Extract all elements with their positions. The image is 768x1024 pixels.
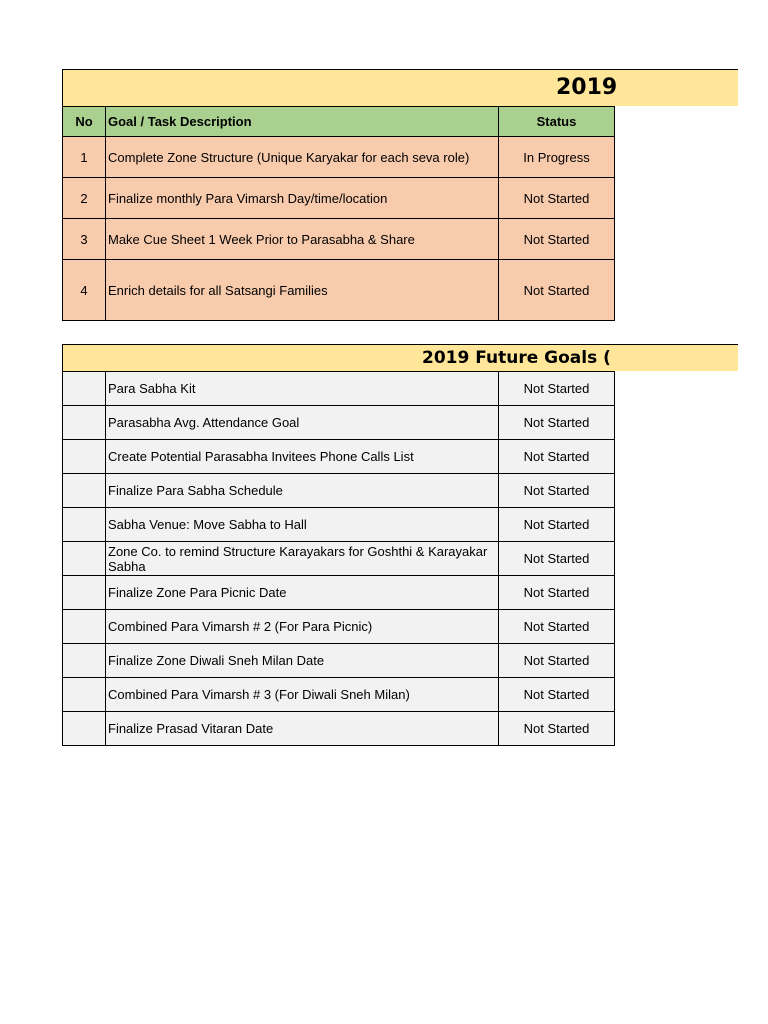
status-cell[interactable]: Not Started — [499, 260, 615, 321]
task-description[interactable]: Finalize Prasad Vitaran Date — [106, 712, 499, 746]
row-number[interactable]: 1 — [63, 137, 106, 178]
row-number[interactable] — [63, 372, 106, 406]
table-row — [63, 178, 615, 219]
status-cell[interactable]: Not Started — [499, 678, 615, 712]
status-cell[interactable]: Not Started — [499, 508, 615, 542]
status-cell[interactable]: Not Started — [499, 178, 615, 219]
table-header-row — [63, 107, 615, 137]
task-description[interactable]: Sabha Venue: Move Sabha to Hall — [106, 508, 499, 542]
status-cell[interactable]: Not Started — [499, 644, 615, 678]
table-row — [63, 440, 615, 474]
task-description[interactable]: Finalize monthly Para Vimarsh Day/time/location — [106, 178, 499, 219]
task-description[interactable]: Finalize Zone Diwali Sneh Milan Date — [106, 644, 499, 678]
section1-banner — [62, 69, 738, 106]
table-row — [63, 610, 615, 644]
table-row — [63, 644, 615, 678]
row-number[interactable] — [63, 440, 106, 474]
table-row — [63, 406, 615, 440]
status-cell[interactable]: Not Started — [499, 372, 615, 406]
row-number[interactable] — [63, 644, 106, 678]
task-description[interactable]: Para Sabha Kit — [106, 372, 499, 406]
row-number[interactable]: 3 — [63, 219, 106, 260]
table-row — [63, 474, 615, 508]
section1-title: 2019 — [556, 75, 618, 100]
task-description[interactable]: Zone Co. to remind Structure Karayakars for Goshthi & Karayakar Sabha — [106, 542, 499, 576]
task-description[interactable]: Create Potential Parasabha Invitees Phone Calls List — [106, 440, 499, 474]
task-description[interactable]: Combined Para Vimarsh # 3 (For Diwali Sneh Milan) — [106, 678, 499, 712]
task-description[interactable]: Enrich details for all Satsangi Families — [106, 260, 499, 321]
table-row — [63, 372, 615, 406]
future-goals-table — [62, 371, 615, 746]
section2-title: 2019 Future Goals ( — [422, 348, 611, 368]
table-row — [63, 508, 615, 542]
row-number[interactable] — [63, 610, 106, 644]
header-status: Status — [499, 107, 615, 137]
section2-banner — [62, 344, 738, 371]
row-number[interactable] — [63, 712, 106, 746]
status-cell[interactable]: Not Started — [499, 542, 615, 576]
status-cell[interactable]: Not Started — [499, 576, 615, 610]
task-description[interactable]: Make Cue Sheet 1 Week Prior to Parasabha & Share — [106, 219, 499, 260]
table-row — [63, 219, 615, 260]
status-cell[interactable]: Not Started — [499, 474, 615, 508]
row-number[interactable] — [63, 474, 106, 508]
table-row — [63, 576, 615, 610]
row-number[interactable] — [63, 508, 106, 542]
status-cell[interactable]: Not Started — [499, 712, 615, 746]
table-row — [63, 712, 615, 746]
header-no: No — [63, 107, 106, 137]
row-number[interactable]: 4 — [63, 260, 106, 321]
table-row — [63, 678, 615, 712]
row-number[interactable] — [63, 542, 106, 576]
status-cell[interactable]: Not Started — [499, 610, 615, 644]
task-description[interactable]: Finalize Para Sabha Schedule — [106, 474, 499, 508]
status-cell[interactable]: Not Started — [499, 440, 615, 474]
row-number[interactable]: 2 — [63, 178, 106, 219]
table-row — [63, 260, 615, 321]
row-number[interactable] — [63, 406, 106, 440]
current-goals-table — [62, 106, 615, 321]
task-description[interactable]: Finalize Zone Para Picnic Date — [106, 576, 499, 610]
task-description[interactable]: Combined Para Vimarsh # 2 (For Para Picnic) — [106, 610, 499, 644]
header-description: Goal / Task Description — [106, 107, 499, 137]
table-row — [63, 137, 615, 178]
task-description[interactable]: Complete Zone Structure (Unique Karyakar for each seva role) — [106, 137, 499, 178]
table-row — [63, 542, 615, 576]
row-number[interactable] — [63, 678, 106, 712]
status-cell[interactable]: Not Started — [499, 406, 615, 440]
status-cell[interactable]: Not Started — [499, 219, 615, 260]
task-description[interactable]: Parasabha Avg. Attendance Goal — [106, 406, 499, 440]
row-number[interactable] — [63, 576, 106, 610]
status-cell[interactable]: In Progress — [499, 137, 615, 178]
